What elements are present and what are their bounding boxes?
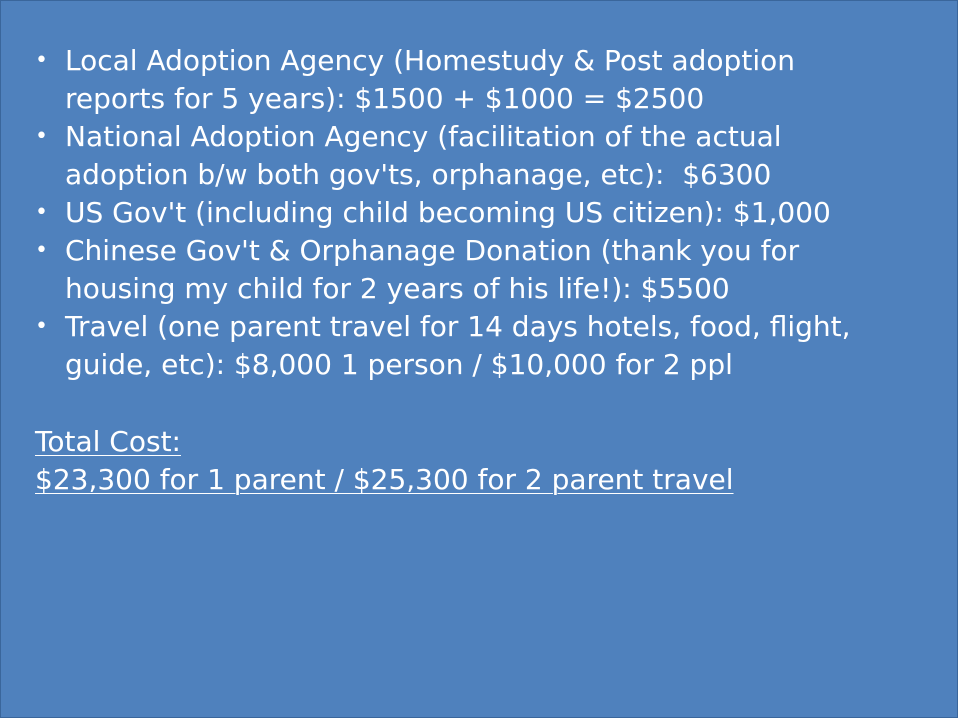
bullet-us-govt bbox=[35, 194, 895, 232]
bullet-dot-icon: • bbox=[35, 314, 48, 339]
bullet-chinese-govt bbox=[35, 232, 895, 308]
bullet-local-agency bbox=[35, 42, 895, 118]
bullet-text: US Gov't (including child becoming US citizen): $1,000 bbox=[65, 196, 831, 229]
bullet-dot-icon: • bbox=[35, 200, 48, 225]
total-cost-value: $23,300 for 1 parent / $25,300 for 2 parent travel bbox=[35, 463, 734, 496]
bullet-dot-icon: • bbox=[35, 48, 48, 73]
bullet-dot-icon: • bbox=[35, 124, 48, 149]
bullet-text: Chinese Gov't & Orphanage Donation (thank you for housing my child for 2 years of his life!): $5500 bbox=[65, 234, 800, 305]
bullet-dot-icon: • bbox=[35, 238, 48, 263]
cost-bullet-list bbox=[35, 42, 895, 384]
bullet-text: Travel (one parent travel for 14 days hotels, food, flight, guide, etc): $8,000 1 person / $10,000 for 2 ppl bbox=[65, 310, 851, 381]
bullet-travel bbox=[35, 308, 895, 384]
slide-body bbox=[35, 42, 895, 499]
total-cost-label: Total Cost: bbox=[35, 425, 181, 458]
bullet-text: National Adoption Agency (facilitation of the actual adoption b/w both gov'ts, orphanage, etc): $6300 bbox=[65, 120, 791, 191]
spacer bbox=[35, 384, 895, 423]
bullet-text: Local Adoption Agency (Homestudy & Post adoption reports for 5 years): $1500 + $1000 = $2500 bbox=[65, 44, 795, 115]
bullet-national-agency bbox=[35, 118, 895, 194]
